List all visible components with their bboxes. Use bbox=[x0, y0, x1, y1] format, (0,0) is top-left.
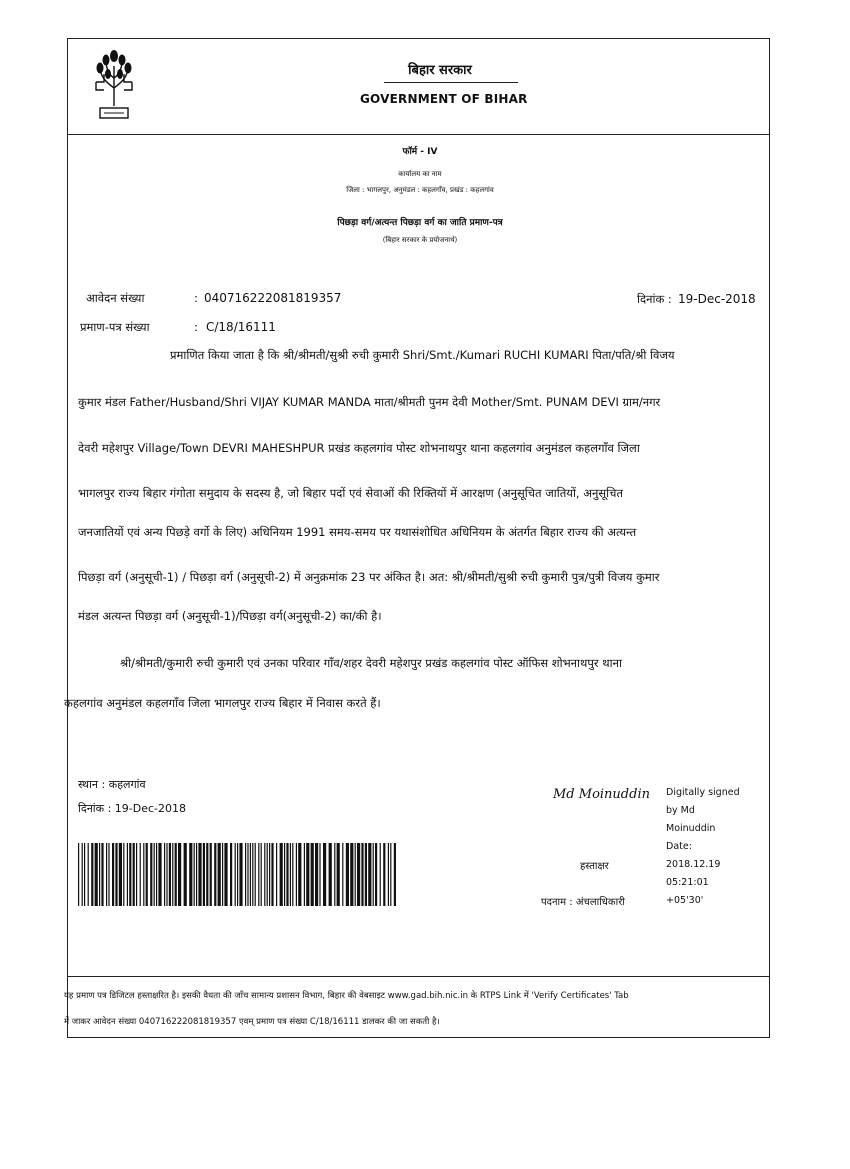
barcode-bar bbox=[394, 843, 396, 906]
digital-signature-line: Digitally signed bbox=[666, 787, 740, 798]
barcode-bar bbox=[143, 843, 144, 906]
barcode-bar bbox=[222, 843, 223, 906]
barcode-bar bbox=[252, 843, 253, 906]
signature-label: हस्ताक्षर bbox=[580, 861, 609, 872]
place-date-line: दिनांक : 19-Dec-2018 bbox=[78, 802, 187, 815]
barcode-bar bbox=[119, 843, 122, 906]
designation: पदनाम : अंचलाधिकारी bbox=[541, 897, 625, 908]
barcode-bar bbox=[129, 843, 131, 906]
district-line: जिला : भागलपुर, अनुमंडल : कहलगाँव, प्रखंड : कहलगांव bbox=[346, 186, 494, 194]
footer-divider bbox=[67, 976, 770, 977]
date-label: दिनांक : bbox=[637, 292, 672, 306]
barcode-bar bbox=[101, 843, 103, 906]
body-line: कुमार मंडल Father/Husband/Shri VIJAY KUMAR MANDA माता/श्रीमती पुनम देवी Mother/Smt. PUNAM DEVI ग्राम/नगर bbox=[78, 395, 661, 409]
barcode-bar bbox=[271, 843, 273, 906]
certificate-number-label: प्रमाण-पत्र संख्या bbox=[80, 320, 150, 334]
barcode-bar bbox=[164, 843, 165, 906]
footer-line-1: यह प्रमाण पत्र डिजिटल हस्ताक्षरित है। इसकी वैधता की जाँच सामान्य प्रशासन विभाग, बिहार की वेबसाइट www.gad.bih.nic.in के RTPS Link में 'Verify Certificates' Tab bbox=[64, 991, 629, 1001]
barcode-bar bbox=[390, 843, 391, 906]
digital-signature-line: Date: bbox=[666, 841, 692, 852]
digital-signature-line: by Md bbox=[666, 805, 695, 816]
certificate-number: C/18/16111 bbox=[206, 320, 276, 334]
body-line: श्री/श्रीमती/कुमारी रुची कुमारी एवं उनका परिवार गाँव/शहर देवरी महेशपुर प्रखंड कहलगांव पोस्ट ऑफिस शोभनाथपुर थाना bbox=[120, 656, 622, 670]
barcode-bar bbox=[267, 843, 268, 906]
barcode-bar bbox=[206, 843, 208, 906]
barcode-bar bbox=[276, 843, 277, 906]
digital-signature-block bbox=[666, 784, 740, 910]
header-divider bbox=[67, 134, 770, 135]
barcode-bar bbox=[82, 843, 83, 906]
digital-signature-line: +05'30' bbox=[666, 895, 704, 906]
barcode-bar bbox=[210, 843, 212, 906]
barcode-bar bbox=[292, 843, 293, 906]
barcode-bar bbox=[136, 843, 137, 906]
barcode-bar bbox=[355, 843, 356, 906]
barcode-bar bbox=[342, 843, 343, 906]
barcode-bar bbox=[323, 843, 326, 906]
barcode-bar bbox=[380, 843, 381, 906]
barcode-bar bbox=[329, 843, 332, 906]
barcode-bar bbox=[196, 843, 197, 906]
barcode-bar bbox=[368, 843, 371, 906]
digital-signature-line: Moinuddin bbox=[666, 823, 716, 834]
barcode-bar bbox=[280, 843, 283, 906]
barcode-bar bbox=[346, 843, 349, 906]
barcode-bar bbox=[146, 843, 148, 906]
barcode-bar bbox=[361, 843, 363, 906]
barcode-bar bbox=[350, 843, 353, 906]
office-name: कार्यालय का नाम bbox=[398, 170, 442, 178]
barcode-bar bbox=[95, 843, 98, 906]
barcode-bar bbox=[261, 843, 262, 906]
barcode-bar bbox=[184, 843, 187, 906]
body-line: पिछड़ा वर्ग (अनुसूची-1) / पिछड़ा वर्ग (अनुसूची-2) में अनुक्रमांक 23 पर अंकित है। अत: श्री/श्रीमती/सुश्री रुची कुमारी पुत्र/पुत्री विजय कुमार bbox=[78, 570, 660, 584]
barcode-bar bbox=[255, 843, 256, 906]
barcode-bar bbox=[108, 843, 109, 906]
place-line: स्थान : कहलगांव bbox=[78, 778, 146, 791]
body-line: देवरी महेशपुर Village/Town DEVRI MAHESHPUR प्रखंड कहलगांव पोस्ट शोभनाथपुर थाना कहलगांव अनुमंडल कहलगाँव जिला bbox=[78, 441, 640, 455]
signature-script: Md Moinuddin bbox=[553, 787, 650, 802]
barcode-bar bbox=[337, 843, 340, 906]
government-english-title: GOVERNMENT OF BIHAR bbox=[360, 92, 528, 106]
body-line: जनजातियों एवं अन्य पिछड़े वर्गो के लिए) अधिनियम 1991 समय-समय पर यथासंशोधित अधिनियम के अंतर्गत बिहार राज्य की अत्यन्त bbox=[78, 525, 637, 539]
barcode-bar bbox=[106, 843, 107, 906]
barcode-bar bbox=[373, 843, 374, 906]
barcode-bar bbox=[224, 843, 227, 906]
barcode-bar bbox=[203, 843, 205, 906]
application-number-colon: : bbox=[194, 291, 198, 305]
barcode-bar bbox=[258, 843, 259, 906]
barcode-bar bbox=[375, 843, 377, 906]
barcode-bar bbox=[264, 843, 265, 906]
barcode-bar bbox=[284, 843, 285, 906]
barcode-bar bbox=[88, 843, 89, 906]
government-title-rule bbox=[384, 82, 518, 83]
barcode-bar bbox=[304, 843, 305, 906]
barcode-bar bbox=[172, 843, 173, 906]
application-number-label: आवेदन संख्या bbox=[86, 291, 145, 305]
body-line: प्रमाणित किया जाता है कि श्री/श्रीमती/सुश्री रुची कुमारी Shri/Smt./Kumari RUCHI KUMARI पिता/पति/श्री विजय bbox=[170, 348, 675, 362]
barcode-bar bbox=[175, 843, 177, 906]
barcode-bar bbox=[84, 843, 85, 906]
barcode-bar bbox=[154, 843, 155, 906]
barcode-bar bbox=[166, 843, 167, 906]
barcode-bar bbox=[230, 843, 232, 906]
barcode-bar bbox=[133, 843, 135, 906]
digital-signature-line: 05:21:01 bbox=[666, 877, 709, 888]
certificate-title: पिछड़ा वर्ग/अत्यन्त पिछड़ा वर्ग का जाति प्रमाण-पत्र bbox=[337, 218, 503, 228]
barcode-bar bbox=[296, 843, 297, 906]
barcode-bar bbox=[194, 843, 195, 906]
barcode-bar bbox=[115, 843, 117, 906]
barcode-bar bbox=[239, 843, 242, 906]
barcode-bar bbox=[298, 843, 301, 906]
barcode-bar bbox=[140, 843, 141, 906]
barcode-bar bbox=[158, 843, 161, 906]
barcode-bar bbox=[365, 843, 367, 906]
application-number: 040716222081819357 bbox=[204, 291, 342, 305]
barcode-bar bbox=[383, 843, 385, 906]
footer-line-2: में जाकर आवेदन संख्या 040716222081819357 एवम् प्रमाण पत्र संख्या C/18/16111 डालकर की जा सकती है। bbox=[64, 1017, 440, 1027]
barcode-bar bbox=[235, 843, 236, 906]
barcode-bar bbox=[99, 843, 100, 906]
barcode-bar bbox=[237, 843, 238, 906]
body-line: कहलगांव अनुमंडल कहलगाँव जिला भागलपुर राज्य बिहार में निवास करते हैं। bbox=[64, 696, 381, 710]
barcode-bar bbox=[91, 843, 93, 906]
government-hindi-title: बिहार सरकार bbox=[408, 63, 472, 78]
issue-date: 19-Dec-2018 bbox=[678, 292, 756, 306]
barcode-bar bbox=[357, 843, 360, 906]
certificate-number-colon: : bbox=[194, 320, 198, 334]
barcode-bar bbox=[250, 843, 251, 906]
body-line: भागलपुर राज्य बिहार गंगोता समुदाय के सदस्य है, जो बिहार पदों एवं सेवाओं की रिक्तियों में आरक्षण (अनुसूचित जातियों, अनुसूचित bbox=[78, 486, 624, 500]
barcode-bar bbox=[218, 843, 221, 906]
digital-signature-line: 2018.12.19 bbox=[666, 859, 721, 870]
barcode-bar bbox=[269, 843, 270, 906]
certificate-subtitle: (बिहार सरकार के प्रयोजनार्थ) bbox=[382, 236, 458, 244]
barcode-bar bbox=[189, 843, 192, 906]
barcode-bar bbox=[319, 843, 320, 906]
barcode-bar bbox=[123, 843, 124, 906]
barcode-bar bbox=[150, 843, 152, 906]
barcode-bar bbox=[311, 843, 314, 906]
barcode-bar bbox=[245, 843, 246, 906]
barcode-bar bbox=[169, 843, 171, 906]
barcode-bar bbox=[178, 843, 181, 906]
barcode-bar bbox=[156, 843, 157, 906]
barcode-bar bbox=[247, 843, 248, 906]
barcode-bar bbox=[306, 843, 309, 906]
barcode-bar bbox=[315, 843, 318, 906]
barcode-bar bbox=[334, 843, 335, 906]
barcode-bar bbox=[388, 843, 389, 906]
body-line: मंडल अत्यन्त पिछड़ा वर्ग (अनुसूची-1)/पिछड़ा वर्ग(अनुसूची-2) का/की है। bbox=[78, 609, 382, 623]
barcode-bar bbox=[214, 843, 216, 906]
bihar-emblem-icon bbox=[86, 48, 142, 122]
form-number: फॉर्म - IV bbox=[402, 147, 438, 157]
barcode-bar bbox=[78, 843, 79, 906]
barcode-bar bbox=[198, 843, 201, 906]
barcode-bar bbox=[127, 843, 128, 906]
barcode-image bbox=[78, 843, 396, 906]
barcode-bar bbox=[290, 843, 291, 906]
barcode-bar bbox=[286, 843, 288, 906]
barcode-bar bbox=[112, 843, 114, 906]
